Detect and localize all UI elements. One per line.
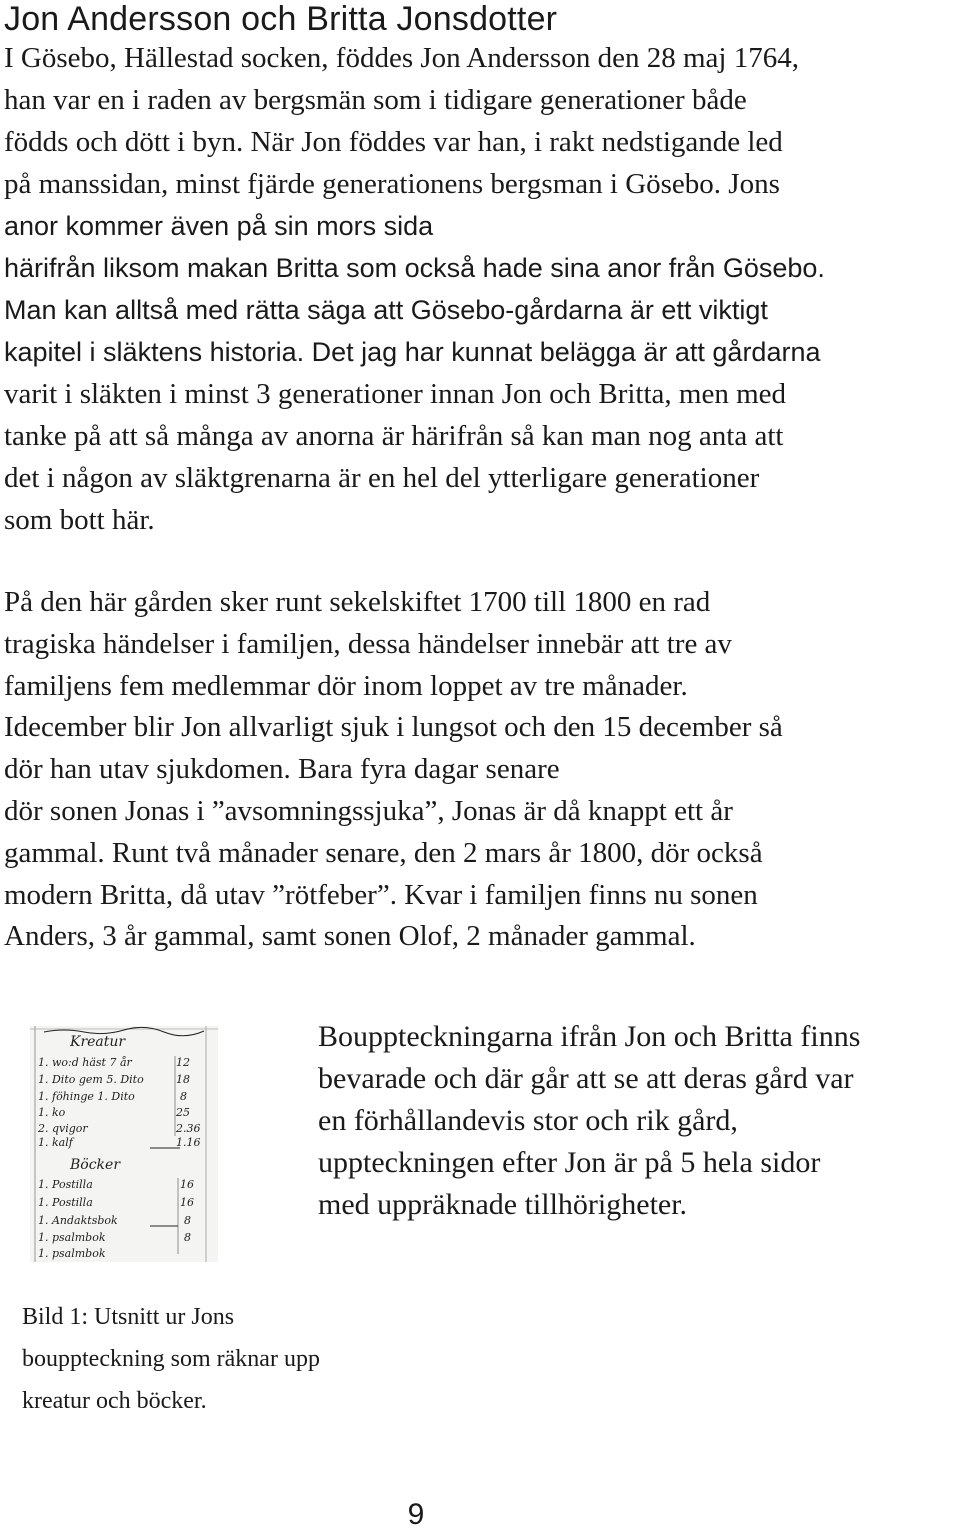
text-line: på manssidan, minst fjärde generationens bergsman i Gösebo. Jons	[4, 168, 780, 200]
scan-heading-bocker: Böcker	[70, 1157, 121, 1173]
text-line: som bott här.	[4, 504, 155, 536]
inventory-scan-image	[30, 1026, 218, 1262]
scan-row-value: 16	[180, 1196, 194, 1209]
estate-paragraph	[318, 1016, 860, 1226]
text-line: familjens fem medlemmar dör inom loppet av tre månader.	[4, 669, 688, 702]
scan-row-value: 25	[176, 1106, 190, 1119]
scan-row-text: 1. wo:d häst 7 år	[38, 1056, 132, 1069]
text-line: han var en i raden av bergsmän som i tidigare generationer både	[4, 84, 747, 116]
text-line: Idecember blir Jon allvarligt sjuk i lungsot och den 15 december så	[4, 711, 783, 744]
scan-row-value: 8	[184, 1231, 191, 1244]
text-line: en förhållandevis stor och rik gård,	[318, 1104, 738, 1137]
text-line: härifrån liksom makan Britta som också hade sina anor från Gösebo.	[4, 253, 825, 283]
text-line: I Gösebo, Hällestad socken, föddes Jon Andersson den 28 maj 1764,	[4, 42, 799, 74]
scan-row-text: 1. Andaktsbok	[38, 1214, 118, 1227]
text-line: gammal. Runt två månader senare, den 2 mars år 1800, dör också	[4, 836, 763, 869]
scan-row-text: 1. kalf	[38, 1136, 73, 1149]
text-line: dör han utav sjukdomen. Bara fyra dagar senare	[4, 753, 560, 786]
scan-row-value: 2.36	[176, 1122, 201, 1135]
text-line: modern Britta, då utav ”rötfeber”. Kvar i familjen finns nu sonen	[4, 878, 758, 911]
scan-row-text: 2. qvigor	[38, 1122, 88, 1135]
text-line: Anders, 3 år gammal, samt sonen Olof, 2 månader gammal.	[4, 920, 696, 953]
scan-row-text: 1. Postilla	[38, 1178, 93, 1191]
text-line: det i någon av släktgrenarna är en hel del ytterligare generationer	[4, 462, 760, 494]
scan-heading-kreatur: Kreatur	[70, 1034, 126, 1050]
scan-row-text: 1. föhinge 1. Dito	[38, 1090, 135, 1103]
scan-row-value: 8	[184, 1214, 191, 1227]
text-line: kapitel i släktens historia. Det jag har kunnat belägga är att gårdarna	[4, 337, 821, 367]
caption-line: Bild 1: Utsnitt ur Jons	[22, 1304, 235, 1330]
scan-row-value: 1.16	[176, 1136, 201, 1149]
scan-row-text: 1. psalmbok	[38, 1231, 106, 1244]
text-line: Man kan alltså med rätta säga att Gösebo-gårdarna är ett viktigt	[4, 295, 768, 325]
text-line: varit i släkten i minst 3 generationer innan Jon och Britta, men med	[4, 378, 787, 410]
text-line: bevarade och där går att se att deras gård var	[318, 1062, 854, 1095]
scan-row-value: 12	[176, 1056, 190, 1069]
image-caption	[22, 1296, 320, 1422]
scan-row-value: 8	[180, 1090, 187, 1103]
text-line: med uppräknade tillhörigheter.	[318, 1188, 688, 1221]
scan-row-value: 18	[176, 1073, 190, 1086]
text-line: dör sonen Jonas i ”avsomningssjuka”, Jonas är då knappt ett år	[4, 794, 733, 827]
text-line: tragiska händelser i familjen, dessa händelser innebär att tre av	[4, 627, 732, 660]
caption-line: bouppteckning som räknar upp	[22, 1346, 320, 1372]
caption-line: kreatur och böcker.	[22, 1388, 207, 1414]
scan-row-value: 16	[180, 1178, 194, 1191]
page-number: 9	[407, 1498, 425, 1531]
intro-paragraph	[4, 37, 825, 541]
text-line: uppteckningen efter Jon är på 5 hela sidor	[318, 1146, 821, 1179]
text-line: På den här gården sker runt sekelskiftet 1700 till 1800 en rad	[4, 586, 711, 618]
text-line: anor kommer även på sin mors sida	[4, 211, 434, 241]
text-line: Bouppteckningarna ifrån Jon och Britta finns	[318, 1020, 861, 1053]
scan-row-text: 1. psalmbok	[38, 1247, 106, 1260]
page-heading: Jon Andersson och Britta Jonsdotter	[4, 0, 558, 38]
scan-row-text: 1. ko	[38, 1106, 66, 1119]
text-line: tanke på att så många av anorna är härifrån så kan man nog anta att	[4, 420, 784, 452]
handwriting-scan	[30, 1026, 218, 1262]
text-line: födds och dött i byn. När Jon föddes var han, i rakt nedstigande led	[4, 126, 783, 158]
events-paragraph	[4, 582, 783, 958]
scan-row-text: 1. Dito gem 5. Dito	[38, 1073, 144, 1086]
scan-row-text: 1. Postilla	[38, 1196, 93, 1209]
